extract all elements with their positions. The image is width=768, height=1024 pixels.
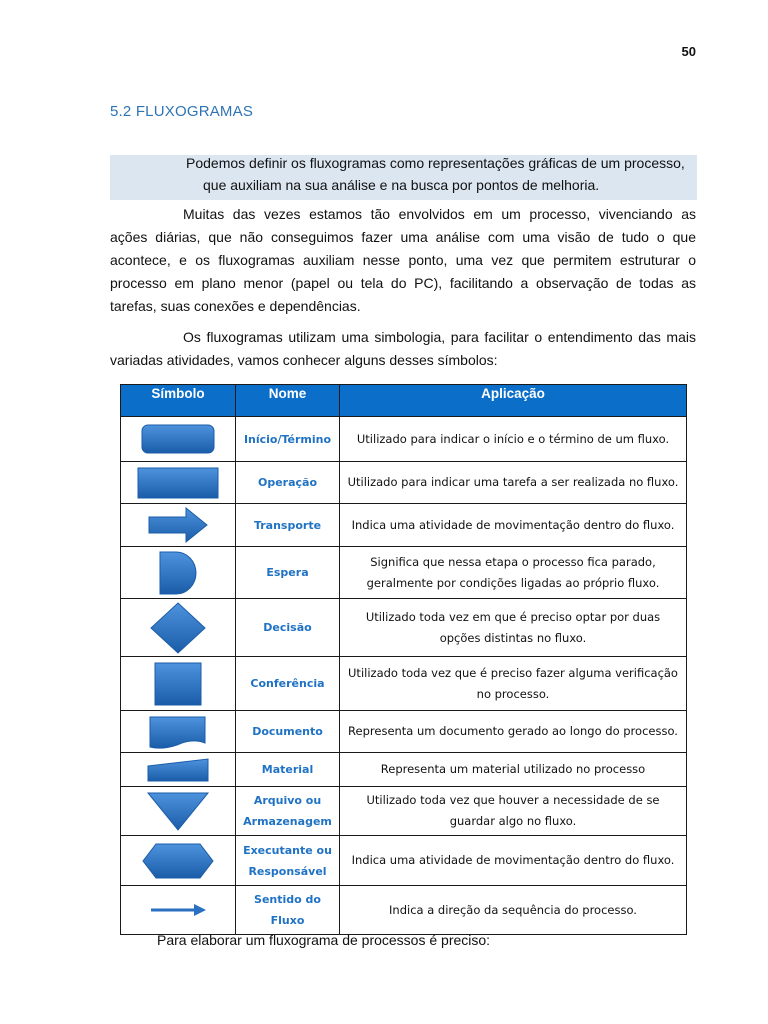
symbol-name: Sentido do Fluxo: [236, 886, 340, 935]
symbol-application: Indica uma atividade de movimentação dentro do fluxo.: [340, 836, 687, 886]
symbol-name: Documento: [236, 711, 340, 753]
symbol-name: Início/Término: [236, 417, 340, 462]
paragraph-line: variadas atividades, vamos conhecer alguns desses símbolos:: [110, 352, 498, 368]
rounded-rectangle-icon: [140, 422, 216, 456]
symbol-application: Significa que nessa etapa o processo fica parado, geralmente por condições ligadas ao próprio fluxo.: [340, 547, 687, 599]
table-row: [121, 886, 687, 935]
paragraph-line: tarefas, suas conexões e dependências.: [110, 298, 361, 314]
thin-arrow-icon: [148, 900, 208, 920]
symbol-application: Utilizado toda vez que é preciso fazer alguma verificação no processo.: [340, 657, 687, 711]
table-row: [121, 787, 687, 836]
table-row: [121, 599, 687, 657]
symbol-application: Utilizado para indicar uma tarefa a ser realizada no fluxo.: [340, 462, 687, 504]
header-symbol: Símbolo: [121, 385, 236, 417]
header-name: Nome: [236, 385, 340, 417]
symbol-name: Material: [236, 753, 340, 787]
symbol-name: Transporte: [236, 504, 340, 547]
table-row: [121, 836, 687, 886]
page-number: 50: [681, 44, 696, 59]
table-row: [121, 711, 687, 753]
paragraph-line: ações diárias, que não conseguimos fazer uma análise com uma visão de tudo o que: [110, 229, 696, 245]
table-row: [121, 547, 687, 599]
symbol-application: Representa um material utilizado no processo: [340, 753, 687, 787]
hexagon-icon: [140, 841, 216, 881]
symbol-application: Indica a direção da sequência do processo.: [340, 886, 687, 935]
footer-text: Para elaborar um fluxograma de processos é preciso:: [157, 932, 491, 948]
symbol-name: Operação: [236, 462, 340, 504]
symbol-application: Utilizado para indicar o início e o término de um fluxo.: [340, 417, 687, 462]
symbol-application: Indica uma atividade de movimentação dentro do fluxo.: [340, 504, 687, 547]
paragraph-2: [110, 326, 696, 372]
table-row: [121, 753, 687, 787]
diamond-icon: [148, 601, 208, 655]
document-icon: [147, 714, 209, 750]
table-row: [121, 462, 687, 504]
paragraph-line: Muitas das vezes estamos tão envolvidos em um processo, vivenciando as: [183, 206, 696, 222]
symbol-name: Conferência: [236, 657, 340, 711]
block-arrow-icon: [146, 505, 210, 545]
symbol-application: Utilizado toda vez que houver a necessidade de se guardar algo no fluxo.: [340, 787, 687, 836]
table-row: [121, 504, 687, 547]
delay-d-shape-icon: [156, 549, 200, 597]
table-row: [121, 417, 687, 462]
rectangle-icon: [136, 465, 220, 501]
section-title: 5.2 FLUXOGRAMAS: [110, 103, 254, 120]
paragraph-line: Os fluxogramas utilizam uma simbologia, para facilitar o entendimento das mais: [183, 329, 696, 345]
symbol-name: Executante ou Responsável: [236, 836, 340, 886]
table-header-row: [121, 385, 687, 417]
inverted-triangle-icon: [145, 789, 211, 833]
square-icon: [152, 660, 204, 708]
symbol-name: Arquivo ou Armazenagem: [236, 787, 340, 836]
highlight-line-2: que auxiliam na sua análise e na busca por pontos de melhoria.: [203, 177, 600, 193]
symbol-name: Decisão: [236, 599, 340, 657]
paragraph-line: acontece, e os fluxogramas auxiliam nesse ponto, uma vez que permitem estruturar o: [110, 252, 696, 268]
paragraph-line: processo em plano menor (papel ou tela do PC), facilitando a observação de todas as: [110, 275, 696, 291]
table-row: [121, 657, 687, 711]
highlight-line-1: Podemos definir os fluxogramas como representações gráficas de um processo,: [186, 155, 685, 171]
symbol-application: Representa um documento gerado ao longo do processo.: [340, 711, 687, 753]
manual-input-icon: [144, 756, 212, 784]
symbol-application: Utilizado toda vez em que é preciso optar por duas opções distintas no fluxo.: [340, 599, 687, 657]
symbol-name: Espera: [236, 547, 340, 599]
header-application: Aplicação: [340, 385, 687, 417]
paragraph-1: [110, 203, 696, 318]
symbols-table: [120, 384, 687, 935]
